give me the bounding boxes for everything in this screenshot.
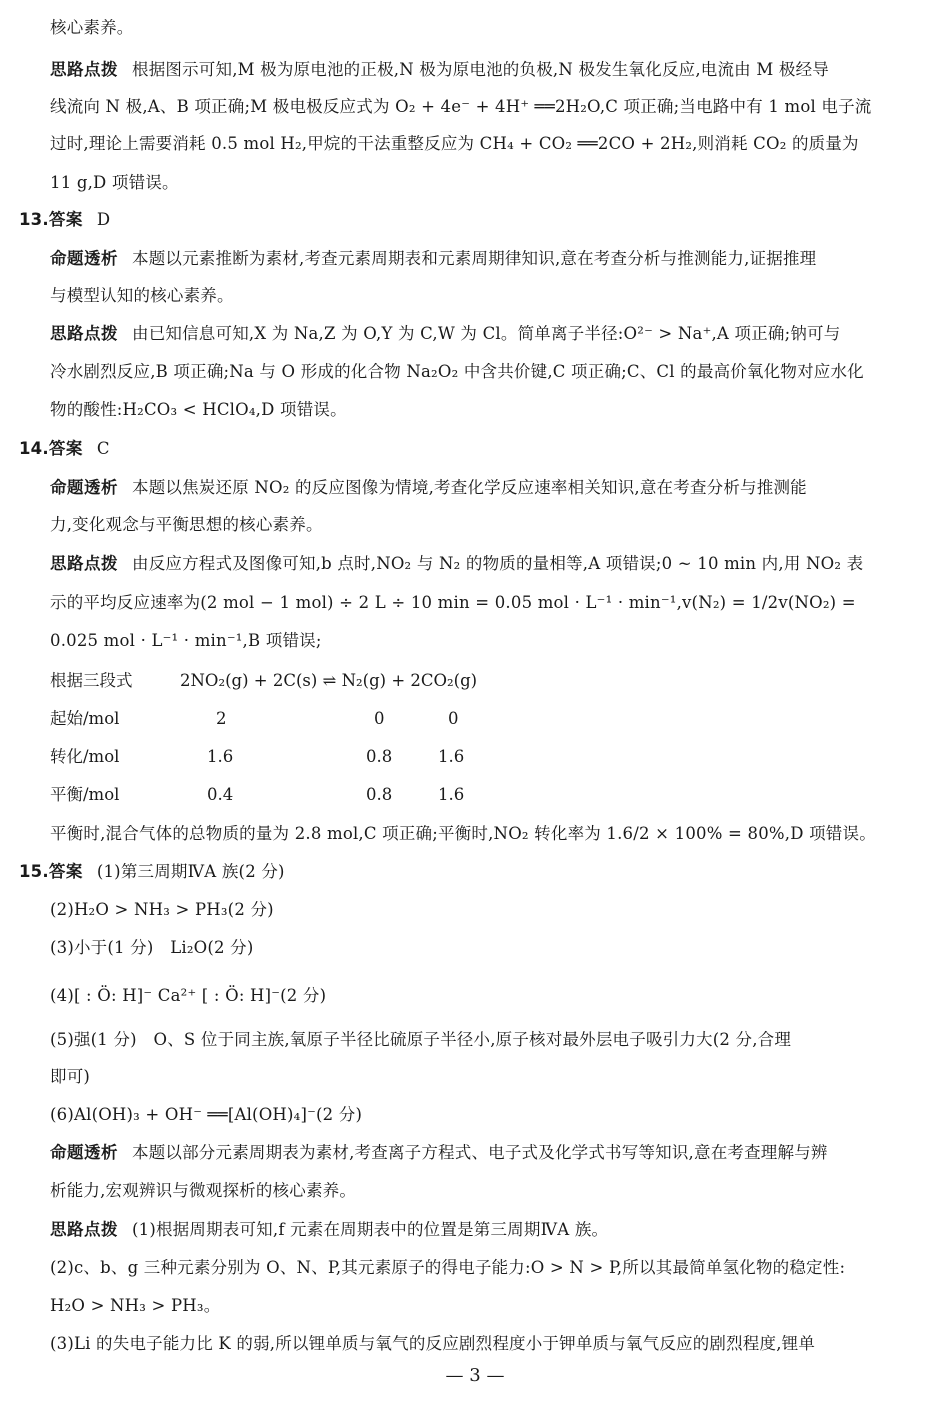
- text-line: 线流向 N 极,A、B 项正确;M 极电极反应式为 O₂ + 4e⁻ + 4H⁺ ══2H₂O,C 项正确;当电路中有 1 mol 电子流: [50, 97, 872, 116]
- line-text: 由反应方程式及图像可知,b 点时,NO₂ 与 N₂ 的物质的量相等,A 项错误;0 ~ 10 min 内,用 NO₂ 表: [132, 554, 864, 573]
- text-line: 析能力,宏观辨识与微观探析的核心素养。: [50, 1181, 357, 1200]
- answer-label: 答案: [48, 439, 83, 458]
- text-line: (3)Li 的失电子能力比 K 的弱,所以锂单质与氧气的反应剧烈程度小于钾单质与氧气反应的剧烈程度,锂单: [50, 1334, 816, 1353]
- text-line: [50, 248, 816, 270]
- text-line: [50, 1142, 828, 1164]
- question-13-answer: [19, 209, 110, 231]
- section-label: 思路点拨: [50, 60, 118, 79]
- section-label: 命题透析: [50, 478, 118, 497]
- table-cell: 1.6: [438, 785, 465, 804]
- text-line: H₂O > NH₃ > PH₃。: [50, 1296, 221, 1315]
- text-line: [50, 1219, 608, 1241]
- line-text: 本题以部分元素周期表为素材,考查离子方程式、电子式及化学式书写等知识,意在考查理解与辨: [132, 1143, 828, 1162]
- text-line: 0.025 mol · L⁻¹ · min⁻¹,B 项错误;: [50, 631, 322, 650]
- answer-value: (1)第三周期ⅣA 族(2 分): [96, 862, 285, 881]
- line-text: 由已知信息可知,X 为 Na,Z 为 O,Y 为 C,W 为 Cl。简单离子半径:O²⁻ > Na⁺,A 项正确;钠可与: [132, 324, 841, 343]
- section-label: 思路点拨: [50, 1220, 118, 1239]
- page-number: — 3 —: [445, 1365, 505, 1386]
- table-header-equation: 2NO₂(g) + 2C(s) ⇌ N₂(g) + 2CO₂(g): [180, 671, 478, 690]
- text-line: [50, 477, 807, 499]
- answer-label: 答案: [48, 210, 83, 229]
- table-row-label: 平衡/mol: [50, 785, 120, 804]
- text-line: 示的平均反应速率为(2 mol − 1 mol) ÷ 2 L ÷ 10 min = 0.05 mol · L⁻¹ · min⁻¹,v(N₂) = 1/2v(NO₂) =: [50, 593, 856, 612]
- table-cell: 0: [374, 709, 385, 728]
- question-14-answer: [19, 438, 110, 460]
- text-line: [50, 553, 863, 575]
- table-header-label: 根据三段式: [50, 671, 133, 690]
- text-line: [50, 59, 829, 81]
- line-text: 本题以元素推断为素材,考查元素周期表和元素周期律知识,意在考查分析与推测能力,证据推理: [132, 249, 817, 268]
- text-line: (2)H₂O > NH₃ > PH₃(2 分): [50, 900, 274, 919]
- text-line: 平衡时,混合气体的总物质的量为 2.8 mol,C 项正确;平衡时,NO₂ 转化率为 1.6/2 × 100% = 80%,D 项错误。: [50, 824, 876, 843]
- line-text: 根据图示可知,M 极为原电池的正极,N 极为原电池的负极,N 极发生氧化反应,电流由 M 极经导: [132, 60, 829, 79]
- electron-formula-line: (4)[ : Ö: H]⁻ Ca²⁺ [ : Ö: H]⁻(2 分): [50, 986, 327, 1005]
- section-label: 思路点拨: [50, 324, 118, 343]
- table-row-label: 起始/mol: [50, 709, 120, 728]
- answer-value: D: [96, 210, 111, 229]
- text-line: 与模型认知的核心素养。: [50, 286, 234, 305]
- text-line: 核心素养。: [50, 18, 134, 37]
- text-line: 过时,理论上需要消耗 0.5 mol H₂,甲烷的干法重整反应为 CH₄ + CO₂ ══2CO + 2H₂,则消耗 CO₂ 的质量为: [50, 134, 859, 153]
- text-line: 11 g,D 项错误。: [50, 173, 179, 192]
- answer-value: C: [96, 439, 110, 458]
- table-row-label: 转化/mol: [50, 747, 120, 766]
- line-text: 本题以焦炭还原 NO₂ 的反应图像为情境,考查化学反应速率相关知识,意在考查分析与推测能: [132, 478, 807, 497]
- text-line: 即可): [50, 1067, 91, 1086]
- table-cell: 1.6: [207, 747, 234, 766]
- text-line: (3)小于(1 分) Li₂O(2 分): [50, 938, 254, 957]
- section-label: 命题透析: [50, 1143, 118, 1162]
- table-cell: 1.6: [438, 747, 465, 766]
- text-line: (6)Al(OH)₃ + OH⁻ ══[Al(OH)₄]⁻(2 分): [50, 1105, 363, 1124]
- section-label: 命题透析: [50, 249, 118, 268]
- table-cell: 2: [216, 709, 227, 728]
- text-line: (5)强(1 分) O、S 位于同主族,氧原子半径比硫原子半径小,原子核对最外层电子吸引力大(2 分,合理: [50, 1030, 792, 1049]
- text-line: 力,变化观念与平衡思想的核心素养。: [50, 515, 323, 534]
- table-cell: 0.8: [366, 785, 393, 804]
- answer-label: 答案: [48, 862, 83, 881]
- text-line: [50, 323, 840, 345]
- section-label: 思路点拨: [50, 554, 118, 573]
- line-text: (1)根据周期表可知,f 元素在周期表中的位置是第三周期ⅣA 族。: [132, 1220, 609, 1239]
- question-number: 13.: [19, 210, 49, 229]
- question-number: 14.: [19, 439, 49, 458]
- table-cell: 0: [448, 709, 459, 728]
- text-line: 物的酸性:H₂CO₃ < HClO₄,D 项错误。: [50, 400, 347, 419]
- table-cell: 0.8: [366, 747, 393, 766]
- question-15-answer: [19, 861, 285, 883]
- table-cell: 0.4: [207, 785, 234, 804]
- text-line: (2)c、b、g 三种元素分别为 O、N、P,其元素原子的得电子能力:O > N > P,所以其最简单氢化物的稳定性:: [50, 1258, 846, 1277]
- text-line: 冷水剧烈反应,B 项正确;Na 与 O 形成的化合物 Na₂O₂ 中含共价键,C 项正确;C、Cl 的最高价氧化物对应水化: [50, 362, 864, 381]
- question-number: 15.: [19, 862, 49, 881]
